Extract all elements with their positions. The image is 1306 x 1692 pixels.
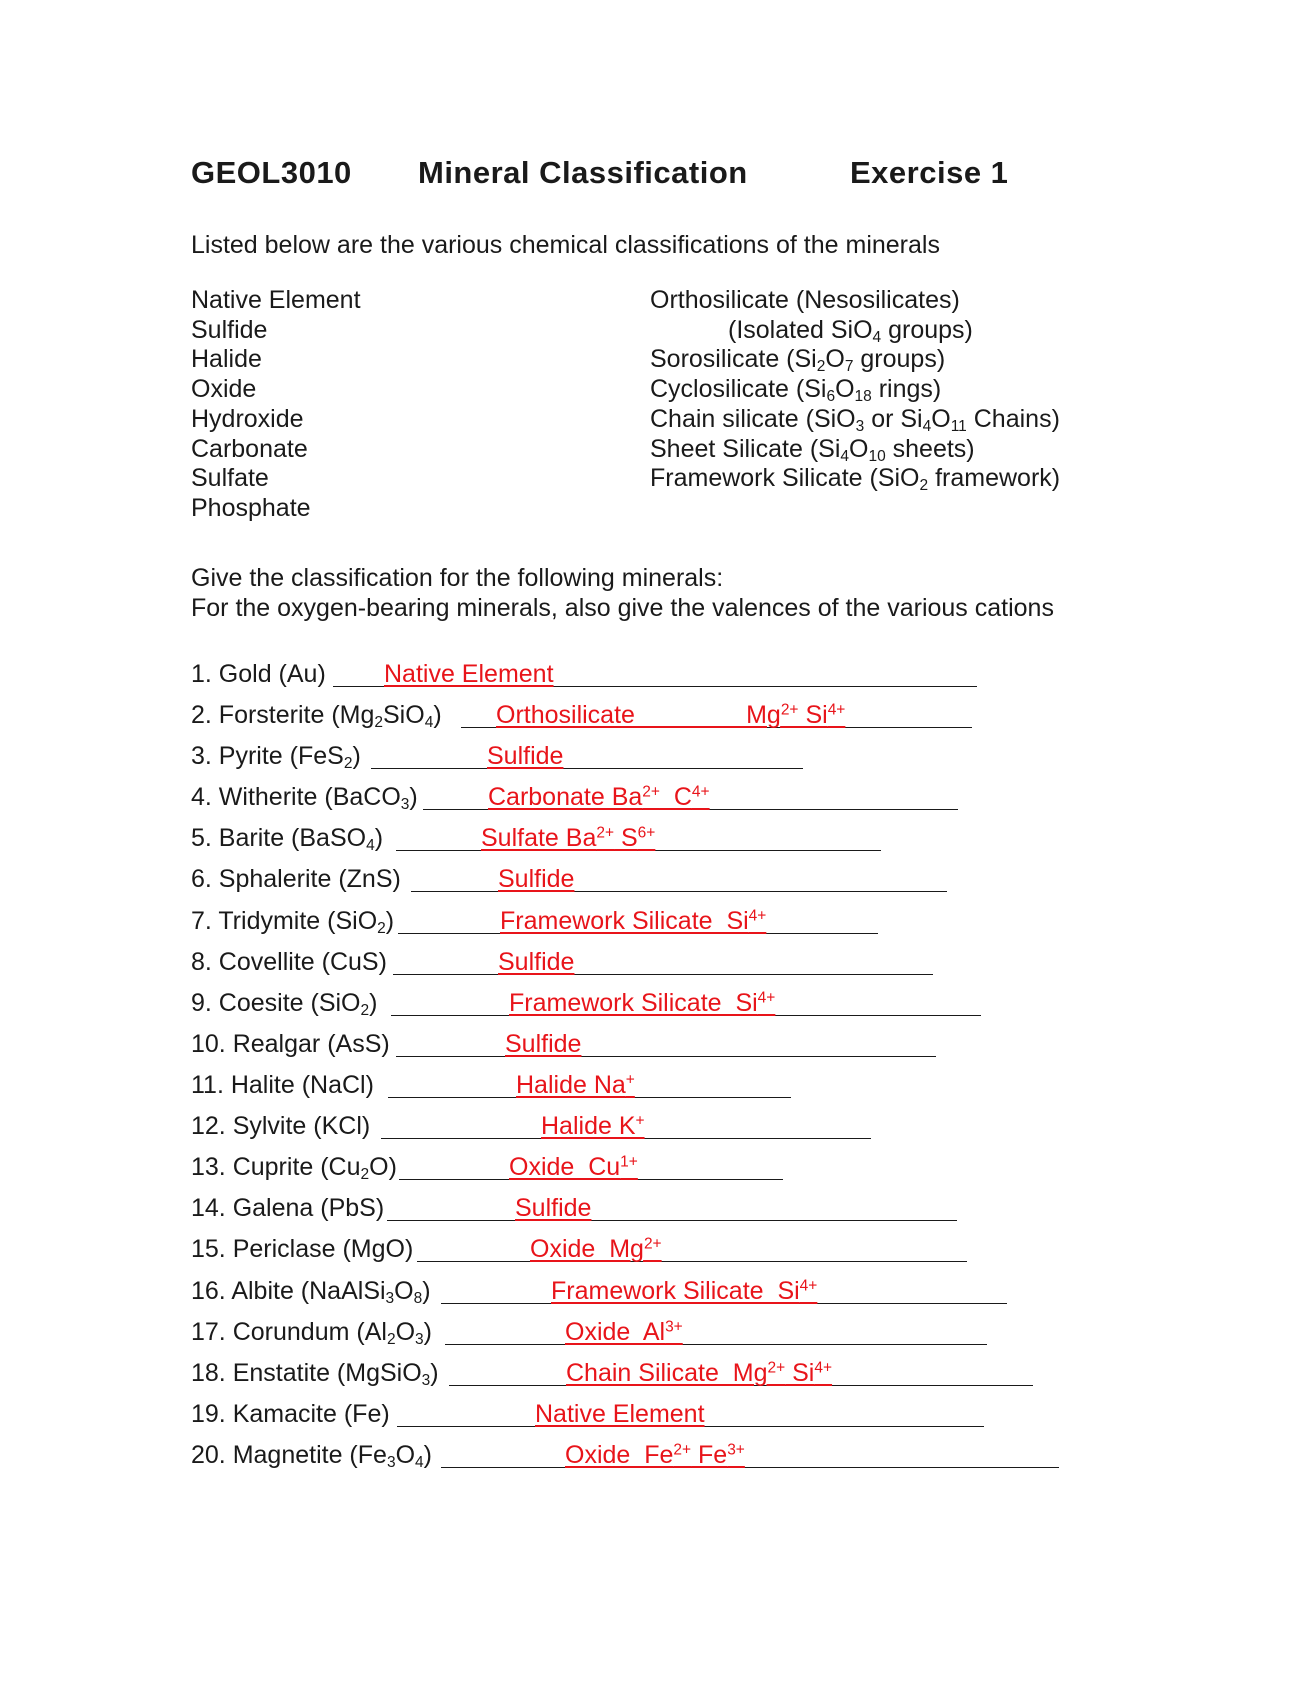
silicate-item: Cyclosilicate ($Si_6O_{18}$ rings)	[650, 375, 942, 405]
intro-text: Listed below are the various chemical classifications of the minerals	[191, 231, 940, 259]
answer-blank-line	[411, 891, 947, 892]
answer-blank-line	[371, 768, 803, 769]
question-row	[191, 1357, 1191, 1389]
question-label: 19. Kamacite (Fe)	[191, 1400, 390, 1428]
answer-blank-line	[417, 1261, 967, 1262]
answer-blank-line	[393, 974, 933, 975]
answer-text: Sulfide	[498, 948, 575, 976]
question-label: 12. Sylvite (KCl)	[191, 1112, 371, 1140]
question-row	[191, 1028, 1191, 1060]
classification-list-right	[650, 286, 1060, 494]
question-row	[191, 1192, 1191, 1224]
question-row	[191, 946, 1191, 978]
question-row	[191, 1233, 1191, 1265]
answer-text: Native Element	[384, 660, 554, 688]
question-row	[191, 822, 1191, 854]
question-label: 15. Periclase (MgO)	[191, 1235, 414, 1263]
question-label: 11. Halite (NaCl)	[191, 1071, 374, 1099]
question-label: 8. Covellite (CuS)	[191, 948, 387, 976]
answer-text: Framework Silicate $Si^{4+}$	[500, 907, 767, 935]
question-row	[191, 1316, 1191, 1348]
question-row	[191, 1275, 1191, 1307]
answer-blank-line	[396, 1056, 936, 1057]
silicate-item: (Isolated SiO$_4$ groups)	[728, 315, 973, 346]
answer-text: Sulfide	[505, 1030, 582, 1058]
classification-item: Sulfide	[191, 315, 268, 344]
question-row	[191, 1398, 1191, 1430]
question-row	[191, 699, 1191, 731]
silicate-item: Chain silicate (SiO$_3$ or $Si_4O_{11}$ Chains)	[650, 404, 1060, 435]
answer-blank-line	[387, 1220, 957, 1221]
answer-text: Sulfide	[498, 865, 575, 893]
question-label: 1. Gold (Au)	[191, 660, 326, 688]
answer-text: Halide Na+	[516, 1071, 635, 1099]
classification-item: Sulfate	[191, 464, 269, 493]
question-label: 3. Pyrite (FeS$_2$)	[191, 742, 361, 772]
question-row	[191, 905, 1191, 937]
answer-text: Chain Silicate $Mg^{2+}$ $Si^{4+}$	[566, 1359, 833, 1387]
classification-item: Oxide	[191, 375, 257, 404]
question-row	[191, 1439, 1191, 1471]
question-row	[191, 1069, 1191, 1101]
answer-text: Framework Silicate $Si^{4+}$	[509, 989, 776, 1017]
question-label: 6. Sphalerite (ZnS)	[191, 865, 401, 893]
answer-blank-line	[445, 1344, 987, 1345]
question-row	[191, 658, 1191, 690]
instruction-line: For the oxygen-bearing minerals, also give the valences of the various cations	[191, 594, 1054, 622]
classification-list-left	[191, 286, 361, 524]
silicate-item: Sorosilicate ($Si_2O_7$ groups)	[650, 345, 946, 376]
instruction-line: Give the classification for the following minerals:	[191, 564, 724, 592]
silicate-item: Sheet Silicate ($Si_4O_{10}$ sheets)	[650, 434, 975, 465]
question-label: 17. Corundum $(Al_2O_3)$	[191, 1318, 432, 1348]
answer-text: Sulfide	[487, 742, 564, 770]
answer-text: Halide K+	[541, 1112, 645, 1140]
question-label: 20. Magnetite $(Fe_3O_4)$	[191, 1441, 432, 1471]
answer-blank-line	[441, 1467, 1059, 1468]
answer-text: Oxide $Mg^{2+}$	[530, 1235, 662, 1263]
question-row	[191, 781, 1191, 813]
classification-item: Halide	[191, 345, 262, 374]
question-label: 2. Forsterite $(Mg_2SiO_4)$	[191, 701, 442, 731]
answer-text: Sulfate $Ba^{2+}$ $S^{6+}$	[481, 824, 656, 852]
silicate-item: Framework Silicate (SiO$_2$ framework)	[650, 464, 1061, 495]
worksheet-title: Mineral Classification	[418, 155, 748, 190]
classification-item: Carbonate	[191, 434, 308, 463]
course-code: GEOL3010	[191, 155, 352, 190]
classification-item: Phosphate	[191, 493, 311, 522]
answer-text: Oxide $Fe^{2+}$ $Fe^{3+}$	[565, 1441, 745, 1469]
answer-text: Sulfide	[515, 1194, 592, 1222]
instructions	[191, 563, 1054, 623]
classification-item: Native Element	[191, 286, 361, 314]
answer-text: Orthosilicate $Mg^{2+}$ $Si^{4+}$	[496, 701, 846, 729]
question-row	[191, 740, 1191, 772]
question-row	[191, 863, 1191, 895]
question-row	[191, 1151, 1191, 1183]
exercise-number: Exercise 1	[850, 155, 1009, 190]
answer-text: Carbonate $Ba^{2+}$ $C^{4+}$	[488, 783, 710, 811]
question-label: 13. Cuprite $(Cu_2O)$	[191, 1153, 397, 1183]
question-row	[191, 987, 1191, 1019]
silicate-item: Orthosilicate (Nesosilicates)	[650, 286, 960, 314]
question-label: 10. Realgar (AsS)	[191, 1030, 390, 1058]
answer-text: Native Element	[535, 1400, 705, 1428]
classification-item: Hydroxide	[191, 404, 304, 433]
question-label: 18. Enstatite (MgSiO$_3$)	[191, 1359, 439, 1389]
question-label: 14. Galena (PbS)	[191, 1194, 385, 1222]
question-label: 7. Tridymite (SiO$_2$)	[191, 907, 395, 937]
question-label: 5. Barite (BaSO$_4$)	[191, 824, 384, 854]
question-label: 16. Albite $(NaAlSi_3O_8)$	[191, 1277, 431, 1307]
answer-text: Oxide $Al^{3+}$	[565, 1318, 683, 1346]
question-row	[191, 1110, 1191, 1142]
question-label: 9. Coesite (SiO$_2$)	[191, 989, 378, 1019]
answer-text: Framework Silicate $Si^{4+}$	[551, 1277, 818, 1305]
answer-text: Oxide $Cu^{1+}$	[509, 1153, 638, 1181]
question-label: 4. Witherite (BaCO$_3$)	[191, 783, 418, 813]
